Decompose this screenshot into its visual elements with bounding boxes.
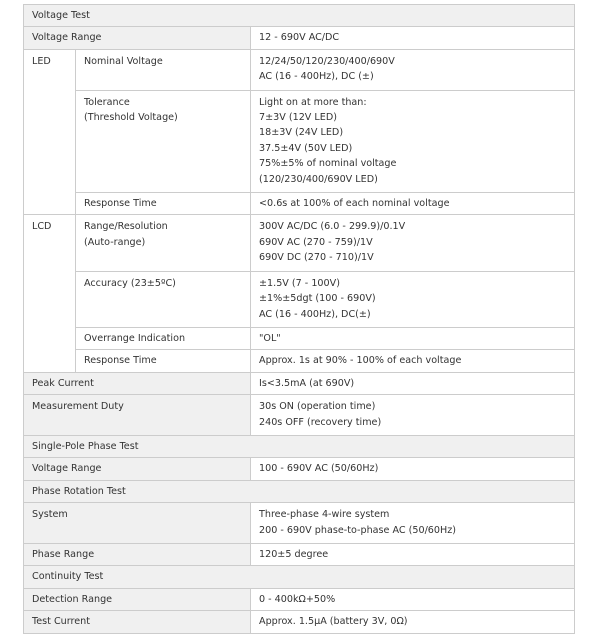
spec-row [24, 543, 575, 565]
spec-label-line: Voltage Range [32, 463, 102, 475]
spec-value-line: Three-phase 4-wire system [259, 509, 390, 521]
spec-table-body [24, 5, 575, 634]
spec-row [24, 395, 575, 436]
section-title: Phase Rotation Test [24, 480, 575, 502]
spec-value [251, 327, 575, 349]
spec-label-line: Phase Range [32, 548, 95, 560]
spec-row [24, 588, 575, 610]
spec-label-line: System [32, 509, 68, 521]
spec-row [24, 327, 575, 349]
spec-value [251, 49, 575, 90]
spec-label [24, 372, 251, 394]
spec-value-line: (120/230/400/690V LED) [259, 173, 378, 185]
spec-label [76, 215, 251, 271]
spec-value [251, 372, 575, 394]
spec-value [251, 543, 575, 565]
spec-value [251, 395, 575, 436]
spec-row [24, 372, 575, 394]
spec-value [251, 588, 575, 610]
spec-label-line: Measurement Duty [32, 401, 124, 413]
spec-label-line: Voltage Range [32, 32, 102, 44]
spec-value-line: 18±3V (24V LED) [259, 127, 344, 139]
spec-row [24, 503, 575, 544]
spec-value-line: ±1%±5dgt (100 - 690V) [259, 293, 376, 305]
spec-value-line: Approx. 1.5μA (battery 3V, 0Ω) [259, 616, 408, 628]
spec-row [24, 193, 575, 215]
spec-row [24, 271, 575, 327]
group-label: LCD [24, 215, 76, 372]
section-title: Voltage Test [24, 5, 575, 27]
section-header-row [24, 5, 575, 27]
spec-label-line: Range/Resolution [84, 221, 168, 233]
spec-label-line: Detection Range [32, 593, 113, 605]
spec-value [251, 271, 575, 327]
spec-label [76, 271, 251, 327]
spec-row [24, 90, 575, 192]
spec-table [23, 4, 575, 634]
spec-value [251, 458, 575, 480]
spec-value-line: 0 - 400kΩ+50% [259, 593, 336, 605]
spec-value-line: 7±3V (12V LED) [259, 112, 337, 124]
spec-label [76, 350, 251, 372]
spec-label [76, 90, 251, 192]
section-title: Single-Pole Phase Test [24, 435, 575, 457]
spec-label [76, 193, 251, 215]
section-header-row [24, 435, 575, 457]
spec-label-line: Accuracy (23±5ºC) [84, 277, 176, 289]
spec-label [24, 27, 251, 49]
spec-value [251, 193, 575, 215]
section-header-row [24, 480, 575, 502]
spec-value [251, 611, 575, 633]
spec-value-line: 75%±5% of nominal voltage [259, 158, 397, 170]
spec-value-line: 12/24/50/120/230/400/690V [259, 55, 395, 67]
spec-value-line: AC (16 - 400Hz), DC(±) [259, 308, 371, 320]
spec-value-line: ±1.5V (7 - 100V) [259, 277, 340, 289]
spec-label [24, 588, 251, 610]
spec-label-line: Test Current [32, 616, 90, 628]
spec-label [24, 458, 251, 480]
spec-value-line: 37.5±4V (50V LED) [259, 142, 353, 154]
spec-label-line: Overrange Indication [84, 332, 186, 344]
spec-label-line: (Threshold Voltage) [84, 112, 178, 124]
spec-label-line: Peak Current [32, 377, 94, 389]
spec-value-line: 240s OFF (recovery time) [259, 416, 382, 428]
spec-row [24, 27, 575, 49]
section-header-row [24, 566, 575, 588]
spec-label-line: Tolerance [84, 96, 130, 108]
spec-value-line: 200 - 690V phase-to-phase AC (50/60Hz) [259, 524, 457, 536]
spec-value-line: 100 - 690V AC (50/60Hz) [259, 463, 379, 475]
spec-label-line: (Auto-range) [84, 236, 146, 248]
spec-label [76, 49, 251, 90]
spec-value-line: 30s ON (operation time) [259, 401, 376, 413]
spec-value [251, 90, 575, 192]
spec-value-line: 690V DC (270 - 710)/1V [259, 252, 374, 264]
spec-value-line: <0.6s at 100% of each nominal voltage [259, 198, 450, 210]
spec-label [76, 327, 251, 349]
spec-label-line: Nominal Voltage [84, 55, 163, 67]
spec-value-line: Light on at more than: [259, 96, 367, 108]
spec-value-line: "OL" [259, 332, 281, 344]
spec-value [251, 350, 575, 372]
spec-row [24, 458, 575, 480]
spec-value-line: 12 - 690V AC/DC [259, 32, 340, 44]
section-title: Continuity Test [24, 566, 575, 588]
spec-row [24, 350, 575, 372]
spec-label-line: Response Time [84, 355, 157, 367]
spec-row [24, 215, 575, 271]
spec-value-line: Approx. 1s at 90% - 100% of each voltage [259, 355, 462, 367]
spec-value [251, 27, 575, 49]
spec-value-line: Is<3.5mA (at 690V) [259, 377, 355, 389]
group-label: LED [24, 49, 76, 215]
spec-value [251, 215, 575, 271]
spec-value-line: 120±5 degree [259, 548, 329, 560]
spec-row [24, 49, 575, 90]
spec-label [24, 611, 251, 633]
spec-row [24, 611, 575, 633]
spec-label-line: Response Time [84, 198, 157, 210]
spec-label [24, 395, 251, 436]
spec-label [24, 543, 251, 565]
spec-value-line: 690V AC (270 - 759)/1V [259, 236, 373, 248]
spec-value [251, 503, 575, 544]
spec-label [24, 503, 251, 544]
spec-value-line: AC (16 - 400Hz), DC (±) [259, 71, 374, 83]
spec-value-line: 300V AC/DC (6.0 - 299.9)/0.1V [259, 221, 406, 233]
